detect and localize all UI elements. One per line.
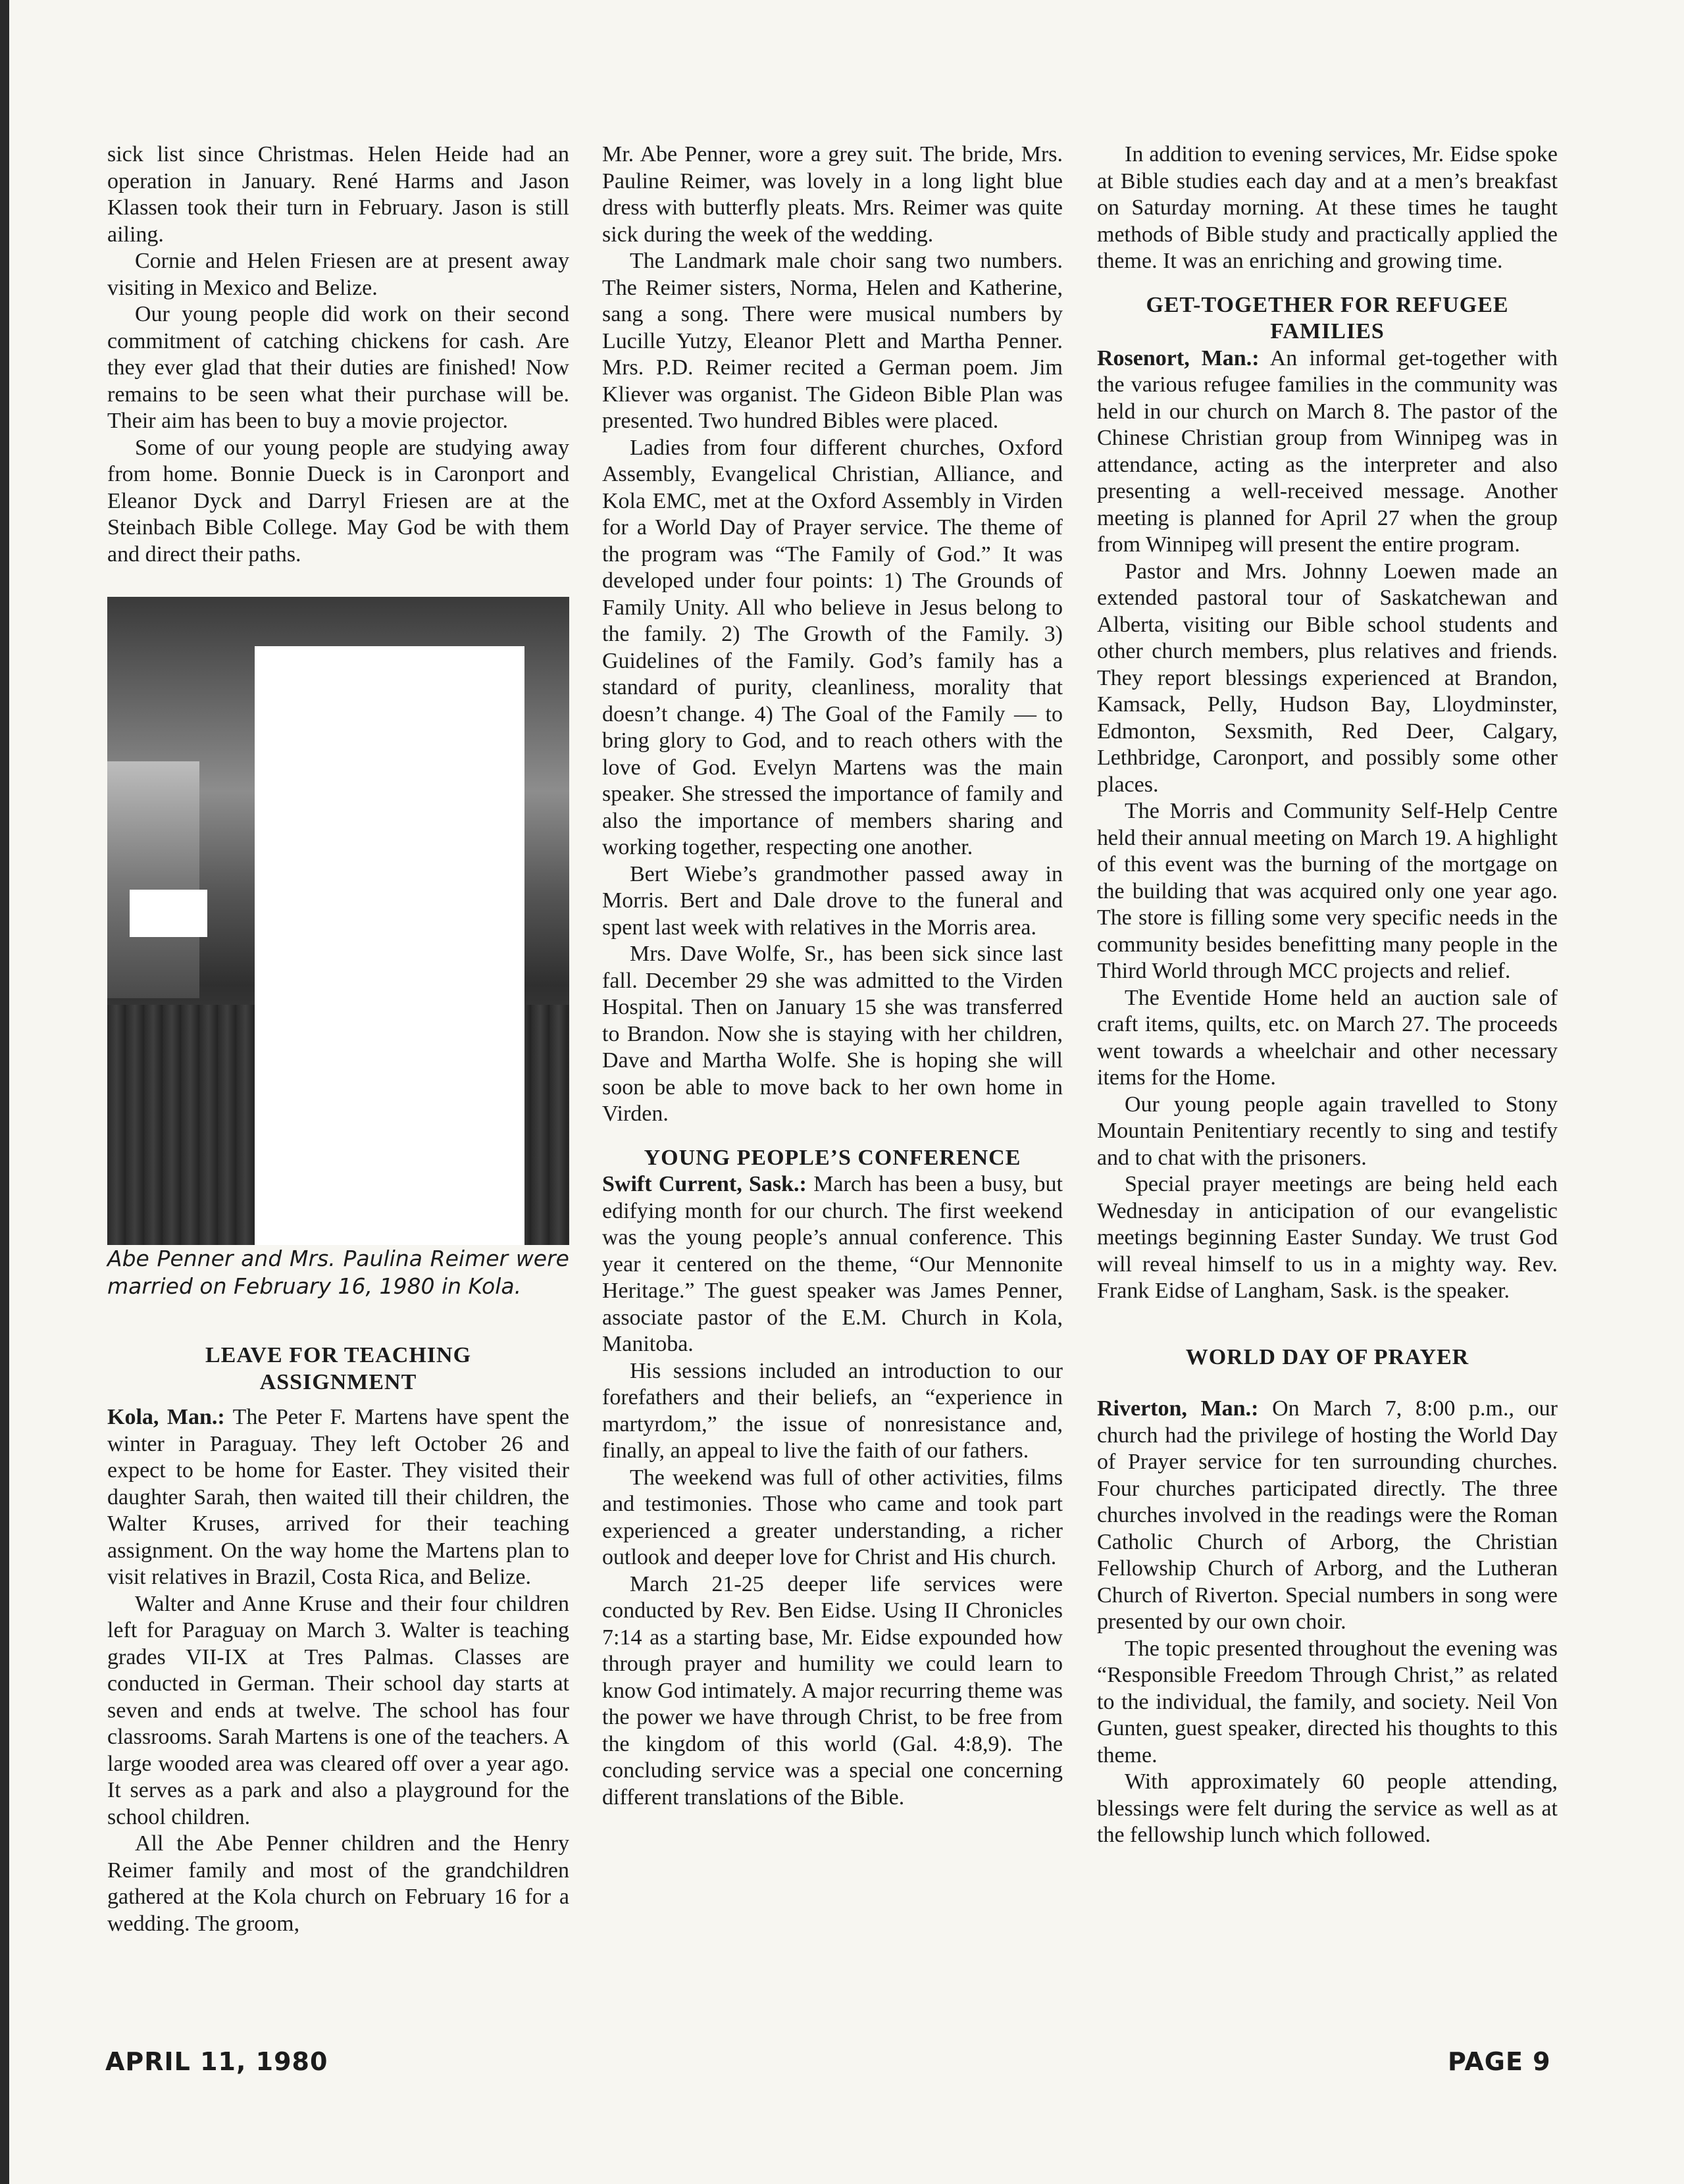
dateline: Swift Current, Sask.: [602,1172,807,1196]
footer-page-number: PAGE 9 [1448,2047,1551,2076]
paragraph: Our young people again travelled to Stony Mountain Penitentiary recently to sing and testify and to chat with the prisoners. [1097,1092,1558,1170]
dateline: Riverton, Man.: [1097,1396,1259,1421]
photo-caption: Abe Penner and Mrs. Paulina Reimer were married on February 16, 1980 in Kola. [107,1246,569,1299]
scan-page-edge [0,0,9,2184]
paragraph: Mrs. Dave Wolfe, Sr., has been sick since last fall. December 29 she was admitted to the Virden Hospital. Then on January 15 she was transferred to Brandon. Now she is staying with her children, Dave and Martha Wolfe. She is hoping she will soon be able to move back to her own home in Virden. [602,942,1063,1126]
paragraph [1097,1396,1558,1636]
section-heading-young-peoples-conference: YOUNG PEOPLE’S CONFERENCE [644,1145,1021,1170]
column-2 [602,141,1063,1811]
dateline: Kola, Man.: [107,1405,225,1429]
photo-redaction-block-small [130,890,207,937]
column-1 [107,141,569,1937]
photo-background-shelf [107,761,199,998]
footer-date: APRIL 11, 1980 [105,2047,328,2076]
paragraph [107,1404,569,1591]
paragraph: All the Abe Penner children and the Henry Reimer family and most of the grandchildren gathered at the Kola church on February 16 for a wedding. The groom, [107,1831,569,1936]
paragraph-text: An informal get-together with the various refugee families in the community was held in our church on March 8. The pastor of the Chinese Christian group from Winnipeg was in attendance, acting as the interpreter and also presenting a well-received message. Another meeting is planned for April 27 when the group from Winnipeg will present the entire program. [1097,345,1558,557]
dateline: Rosenort, Man.: [1097,345,1260,370]
paragraph: His sessions included an introduction to our forefathers and their beliefs, an “experience in martyrdom,” the issue of nonresistance and, finally, an appeal to live the faith of our fathers. [602,1358,1063,1463]
paragraph: Special prayer meetings are being held each Wednesday in anticipation of our evangelistic meetings beginning Easter Sunday. We trust God will reveal himself to us in a mighty way. Rev. Frank Eidse of Langham, Sask. is the speaker. [1097,1172,1558,1303]
paragraph: The Eventide Home held an auction sale of craft items, quilts, etc. on March 27. The proceeds went towards a wheelchair and other necessary items for the Home. [1097,985,1558,1090]
paragraph: Pastor and Mrs. Johnny Loewen made an extended pastoral tour of Saskatchewan and Alberta, visiting our Bible school students and other church members, plus relatives and friends. They report blessings experienced at Brandon, Kamsack, Pelly, Hudson Bay, Lloydminster, Edmonton, Sexsmith, Red Deer, Calgary, Lethbridge, Caronport, and possibly some other places. [1097,559,1558,797]
paragraph-text: March has been a busy, but edifying month for our church. The first weekend was the young people’s annual conference. This year it centered on the theme, “Our Mennonite Heritage.” The guest speaker was James Penner, associate pastor of the E.M. Church in Kola, Manitoba. [602,1172,1063,1356]
paragraph: Cornie and Helen Friesen are at present away visiting in Mexico and Belize. [107,249,569,300]
paragraph: Walter and Anne Kruse and their four children left for Paraguay on March 3. Walter is teaching grades VII-IX at Tres Palmas. Classes are conducted in German. Their school day starts at seven and ends at twelve. The school has four classrooms. Sarah Martens is one of the teachers. A large wooded area was cleared off over a year ago. It serves as a park and also a playground for the school children. [107,1591,569,1829]
paragraph: Some of our young people are studying away from home. Bonnie Dueck is in Caronport and Eleanor Dyck and Darryl Friesen are at the Steinbach Bible College. May God be with them and direct their paths. [107,435,569,567]
paragraph: In addition to evening services, Mr. Eidse spoke at Bible studies each day and at a men’s breakfast on Saturday morning. At these times he taught methods of Bible study and practically applied the theme. It was an enriching and growing time. [1097,142,1558,273]
paragraph: The Morris and Community Self-Help Centre held their annual meeting on March 19. A highlight of this event was the burning of the mortgage on the building that was acquired only one year ago. The store is filling some very specific needs in the community besides benefitting many people in the Third World through MCC projects and relief. [1097,799,1558,983]
section-heading-teaching-assignment: LEAVE FOR TEACHING ASSIGNMENT [205,1343,472,1394]
paragraph: The Landmark male choir sang two numbers. The Reimer sisters, Norma, Helen and Katherine, sang a song. There were musical numbers by Lucille Yutzy, Eleanor Plett and Martha Penner. Mrs. P.D. Reimer recited a German poem. Jim Kliever was organist. The Gideon Bible Plan was presented. Two hundred Bibles were placed. [602,249,1063,433]
paragraph: The topic presented throughout the evening was “Responsible Freedom Through Christ,” as related to the individual, the family, and society. Neil Von Gunten, guest speaker, directed his thoughts to this theme. [1097,1636,1558,1767]
wedding-photo [107,597,569,1245]
paragraph: March 21-25 deeper life services were conducted by Rev. Ben Eidse. Using II Chronicles 7:14 as a starting base, Mr. Eidse expounded how through prayer and humility we could learn to know God intimately. A major recurring theme was the power we have through Christ, to be free from the kingdom of this world (Gal. 4:8,9). The concluding service was a special one concerning different translations of the Bible. [602,1571,1063,1810]
paragraph: Mr. Abe Penner, wore a grey suit. The bride, Mrs. Pauline Reimer, was lovely in a long light blue dress with butterfly pleats. Mrs. Reimer was quite sick during the week of the wedding. [602,142,1063,247]
paragraph: The weekend was full of other activities, films and testimonies. Those who came and took part experienced a greater understanding, a richer outlook and deeper love for Christ and His church. [602,1465,1063,1569]
paragraph: sick list since Christmas. Helen Heide had an operation in January. René Harms and Jason Klassen took their turn in February. Jason is still ailing. [107,142,569,247]
paragraph [602,1171,1063,1358]
paragraph-text: On March 7, 8:00 p.m., our church had the privilege of hosting the World Day of Prayer service for ten surrounding churches. Four churches participated directly. The three churches involved in the readings were the Roman Catholic Church of Arborg, the Christian Fellowship Church of Arborg, and the Lutheran Church of Riverton. Special numbers in song were presented by our own choir. [1097,1396,1558,1634]
column-3 [1097,141,1558,1849]
photo-redaction-block [255,646,524,1245]
section-heading-world-day-of-prayer: WORLD DAY OF PRAYER [1185,1344,1469,1369]
paragraph: Bert Wiebe’s grandmother passed away in Morris. Bert and Dale drove to the funeral and spent last week with relatives in the Morris area. [602,861,1063,940]
paragraph-text: The Peter F. Martens have spent the winter in Paraguay. They left October 26 and expect to be home for Easter. They visited their daughter Sarah, then waited till their children, the Walter Kruses, arrived for their teaching assignment. On the way home the Martens plan to visit relatives in Brazil, Costa Rica, and Belize. [107,1405,569,1589]
paragraph: With approximately 60 people attending, blessings were felt during the service as well as at the fellowship lunch which followed. [1097,1769,1558,1847]
paragraph [1097,345,1558,559]
paragraph: Our young people did work on their second commitment of catching chickens for cash. Are they ever glad that their duties are finished! Now remains to be seen what their purchase will be. Their aim has been to buy a movie projector. [107,302,569,433]
paragraph: Ladies from four different churches, Oxford Assembly, Evangelical Christian, Alliance, and Kola EMC, met at the Oxford Assembly in Virden for a World Day of Prayer service. The theme of the program was “The Family of God.” It was developed under four points: 1) The Grounds of Family Unity. All who believe in Jesus belong to the family. 2) The Growth of the Family. 3) Guidelines of the Family. God’s family has a standard of purity, cleanliness, morality that doesn’t change. 4) The Goal of the Family — to bring glory to God, and to reach others with the love of God. Evelyn Martens was the main speaker. She stressed the importance of family and also the importance of members sharing and working together, respecting one another. [602,435,1063,859]
section-heading-refugee-families: GET-TOGETHER FOR REFUGEE FAMILIES [1146,292,1509,343]
